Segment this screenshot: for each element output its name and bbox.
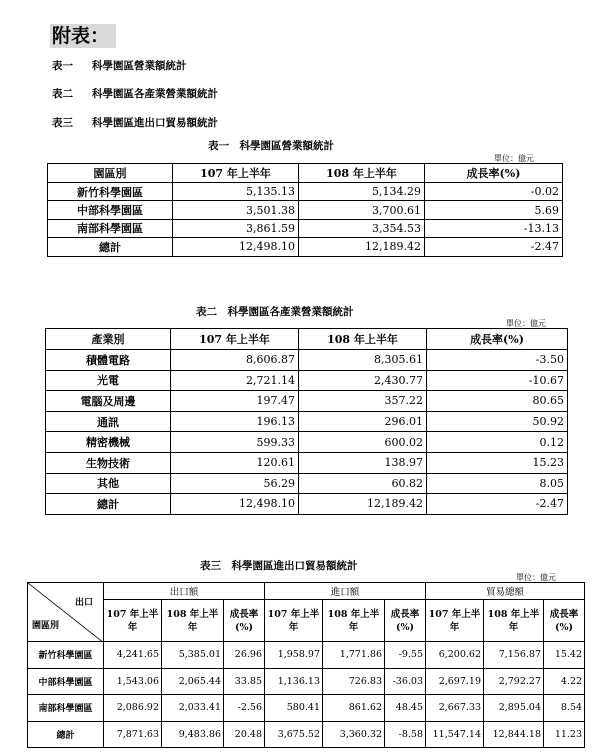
table1-caption: 表一 科學園區營業額統計 xyxy=(208,140,334,152)
toc-item-3 xyxy=(52,115,218,130)
value-cell: 7,156.87 xyxy=(484,642,544,669)
row-label: 電腦及周邊 xyxy=(46,391,171,412)
table-row xyxy=(28,668,585,695)
toc-item-2 xyxy=(52,86,218,101)
group-header-import: 進口額 xyxy=(265,583,426,600)
row-label: 中部科學園區 xyxy=(28,668,104,695)
growth-cell: -8.58 xyxy=(385,721,426,748)
table-row xyxy=(46,350,568,371)
table2 xyxy=(45,328,568,515)
value-cell: 3,354.53 xyxy=(299,219,425,237)
value-cell: 12,844.18 xyxy=(484,721,544,748)
row-label: 積體電路 xyxy=(46,350,171,371)
row-label: 總計 xyxy=(46,494,171,515)
value-cell: 1,136.13 xyxy=(265,668,323,695)
value-cell: 9,483.86 xyxy=(162,721,224,748)
corner-top-label: 出口 xyxy=(74,598,93,608)
table1 xyxy=(47,163,563,257)
table1-header-row xyxy=(48,164,563,183)
value-cell: 600.02 xyxy=(299,432,427,453)
growth-cell: 15.23 xyxy=(427,452,568,473)
value-cell: 5,385.01 xyxy=(162,642,224,669)
value-cell: 2,667.33 xyxy=(426,695,484,722)
table3-group-row xyxy=(28,583,585,600)
corner-bottom-label: 園區別 xyxy=(32,621,60,631)
value-cell: 5,135.13 xyxy=(173,183,299,201)
growth-cell: -13.13 xyxy=(425,219,563,237)
value-cell: 11,547.14 xyxy=(426,721,484,748)
table2-unit: 單位：億元 xyxy=(506,319,546,328)
value-cell: 726.83 xyxy=(323,668,385,695)
value-cell: 1,543.06 xyxy=(104,668,162,695)
table2-header: 成長率(%) xyxy=(427,329,568,350)
growth-cell: 4.22 xyxy=(544,668,585,695)
value-cell: 7,871.63 xyxy=(104,721,162,748)
table1-header: 108 年上半年 xyxy=(299,164,425,183)
toc-title: 科學園區各產業營業額統計 xyxy=(92,88,218,100)
row-label: 南部科學園區 xyxy=(48,219,173,237)
growth-cell: 0.12 xyxy=(427,432,568,453)
table2-header: 107 年上半年 xyxy=(171,329,299,350)
value-cell: 861.62 xyxy=(323,695,385,722)
value-cell: 296.01 xyxy=(299,411,427,432)
value-cell: 3,700.61 xyxy=(299,201,425,219)
value-cell: 56.29 xyxy=(171,473,299,494)
value-cell: 2,697.19 xyxy=(426,668,484,695)
table-row-total xyxy=(48,238,563,256)
value-cell: 5,134.29 xyxy=(299,183,425,201)
growth-cell: -36.03 xyxy=(385,668,426,695)
row-label: 精密機械 xyxy=(46,432,171,453)
toc-num: 表三 xyxy=(52,117,73,129)
growth-cell: -10.67 xyxy=(427,370,568,391)
table-row xyxy=(46,473,568,494)
value-cell: 197.47 xyxy=(171,391,299,412)
growth-cell: 26.96 xyxy=(224,642,265,669)
table3-caption: 表三 科學園區進出口貿易額統計 xyxy=(200,560,358,572)
subheader: 成長率(%) xyxy=(544,600,585,642)
growth-cell: 48.45 xyxy=(385,695,426,722)
value-cell: 12,189.42 xyxy=(299,238,425,256)
growth-cell: 80.65 xyxy=(427,391,568,412)
table-row xyxy=(46,391,568,412)
value-cell: 12,189.42 xyxy=(299,494,427,515)
toc-num: 表二 xyxy=(52,88,73,100)
value-cell: 2,033.41 xyxy=(162,695,224,722)
row-label: 新竹科學園區 xyxy=(28,642,104,669)
corner-diagonal xyxy=(28,583,104,642)
subheader: 108 年上半年 xyxy=(484,600,544,642)
growth-cell: -2.56 xyxy=(224,695,265,722)
subheader: 成長率(%) xyxy=(385,600,426,642)
growth-cell: 50.92 xyxy=(427,411,568,432)
row-label: 通訊 xyxy=(46,411,171,432)
value-cell: 357.22 xyxy=(299,391,427,412)
row-label: 中部科學園區 xyxy=(48,201,173,219)
growth-cell: 33.85 xyxy=(224,668,265,695)
growth-cell: -3.50 xyxy=(427,350,568,371)
value-cell: 8,606.87 xyxy=(171,350,299,371)
value-cell: 2,430.77 xyxy=(299,370,427,391)
row-label: 光電 xyxy=(46,370,171,391)
row-label: 生物技術 xyxy=(46,452,171,473)
subheader: 108 年上半年 xyxy=(162,600,224,642)
row-label: 其他 xyxy=(46,473,171,494)
table-row xyxy=(48,183,563,201)
row-label: 總計 xyxy=(48,238,173,256)
value-cell: 3,861.59 xyxy=(173,219,299,237)
table1-header: 107 年上半年 xyxy=(173,164,299,183)
table3-unit: 單位：億元 xyxy=(516,573,556,582)
growth-cell: 15.42 xyxy=(544,642,585,669)
value-cell: 2,792.27 xyxy=(484,668,544,695)
growth-cell: 11.23 xyxy=(544,721,585,748)
row-label: 總計 xyxy=(28,721,104,748)
table-row xyxy=(28,695,585,722)
value-cell: 2,086.92 xyxy=(104,695,162,722)
table-row xyxy=(46,411,568,432)
subheader: 107 年上半年 xyxy=(104,600,162,642)
value-cell: 12,498.10 xyxy=(171,494,299,515)
value-cell: 8,305.61 xyxy=(299,350,427,371)
value-cell: 120.61 xyxy=(171,452,299,473)
value-cell: 1,958.97 xyxy=(265,642,323,669)
table-row-total xyxy=(46,494,568,515)
toc-title: 科學園區進出口貿易額統計 xyxy=(92,117,218,129)
subheader: 107 年上半年 xyxy=(426,600,484,642)
value-cell: 2,721.14 xyxy=(171,370,299,391)
value-cell: 2,895.04 xyxy=(484,695,544,722)
table1-unit: 單位：億元 xyxy=(494,154,534,163)
row-label: 南部科學園區 xyxy=(28,695,104,722)
row-label: 新竹科學園區 xyxy=(48,183,173,201)
growth-cell: -2.47 xyxy=(427,494,568,515)
table-row xyxy=(48,201,563,219)
table1-header: 成長率(%) xyxy=(425,164,563,183)
appendix-heading: 附表： xyxy=(50,24,116,48)
table-row xyxy=(28,642,585,669)
value-cell: 4,241.65 xyxy=(104,642,162,669)
value-cell: 3,675.52 xyxy=(265,721,323,748)
value-cell: 6,200.62 xyxy=(426,642,484,669)
value-cell: 580.41 xyxy=(265,695,323,722)
table2-header: 108 年上半年 xyxy=(299,329,427,350)
table-row xyxy=(46,432,568,453)
table-row-total xyxy=(28,721,585,748)
growth-cell: -0.02 xyxy=(425,183,563,201)
subheader: 108 年上半年 xyxy=(323,600,385,642)
table1-header: 園區別 xyxy=(48,164,173,183)
table-row xyxy=(46,370,568,391)
value-cell: 3,501.38 xyxy=(173,201,299,219)
toc-item-1 xyxy=(52,58,187,73)
growth-cell: 8.54 xyxy=(544,695,585,722)
value-cell: 1,771.86 xyxy=(323,642,385,669)
subheader: 107 年上半年 xyxy=(265,600,323,642)
group-header-export: 出口額 xyxy=(104,583,265,600)
value-cell: 2,065.44 xyxy=(162,668,224,695)
table2-caption: 表二 科學園區各產業營業額統計 xyxy=(196,306,354,318)
table2-header-row xyxy=(46,329,568,350)
growth-cell: -9.55 xyxy=(385,642,426,669)
growth-cell: 5.69 xyxy=(425,201,563,219)
corner-cell xyxy=(28,583,104,642)
value-cell: 12,498.10 xyxy=(173,238,299,256)
value-cell: 60.82 xyxy=(299,473,427,494)
toc-title: 科學園區營業額統計 xyxy=(92,60,187,72)
value-cell: 599.33 xyxy=(171,432,299,453)
toc-num: 表一 xyxy=(52,60,73,72)
value-cell: 3,360.32 xyxy=(323,721,385,748)
value-cell: 138.97 xyxy=(299,452,427,473)
value-cell: 196.13 xyxy=(171,411,299,432)
group-header-total: 貿易總額 xyxy=(426,583,585,600)
table3 xyxy=(27,582,585,748)
growth-cell: 8.05 xyxy=(427,473,568,494)
growth-cell: -2.47 xyxy=(425,238,563,256)
table-row xyxy=(48,219,563,237)
growth-cell: 20.48 xyxy=(224,721,265,748)
subheader: 成長率(%) xyxy=(224,600,265,642)
table3-subheader-row xyxy=(28,600,585,642)
table2-header: 產業別 xyxy=(46,329,171,350)
table-row xyxy=(46,452,568,473)
